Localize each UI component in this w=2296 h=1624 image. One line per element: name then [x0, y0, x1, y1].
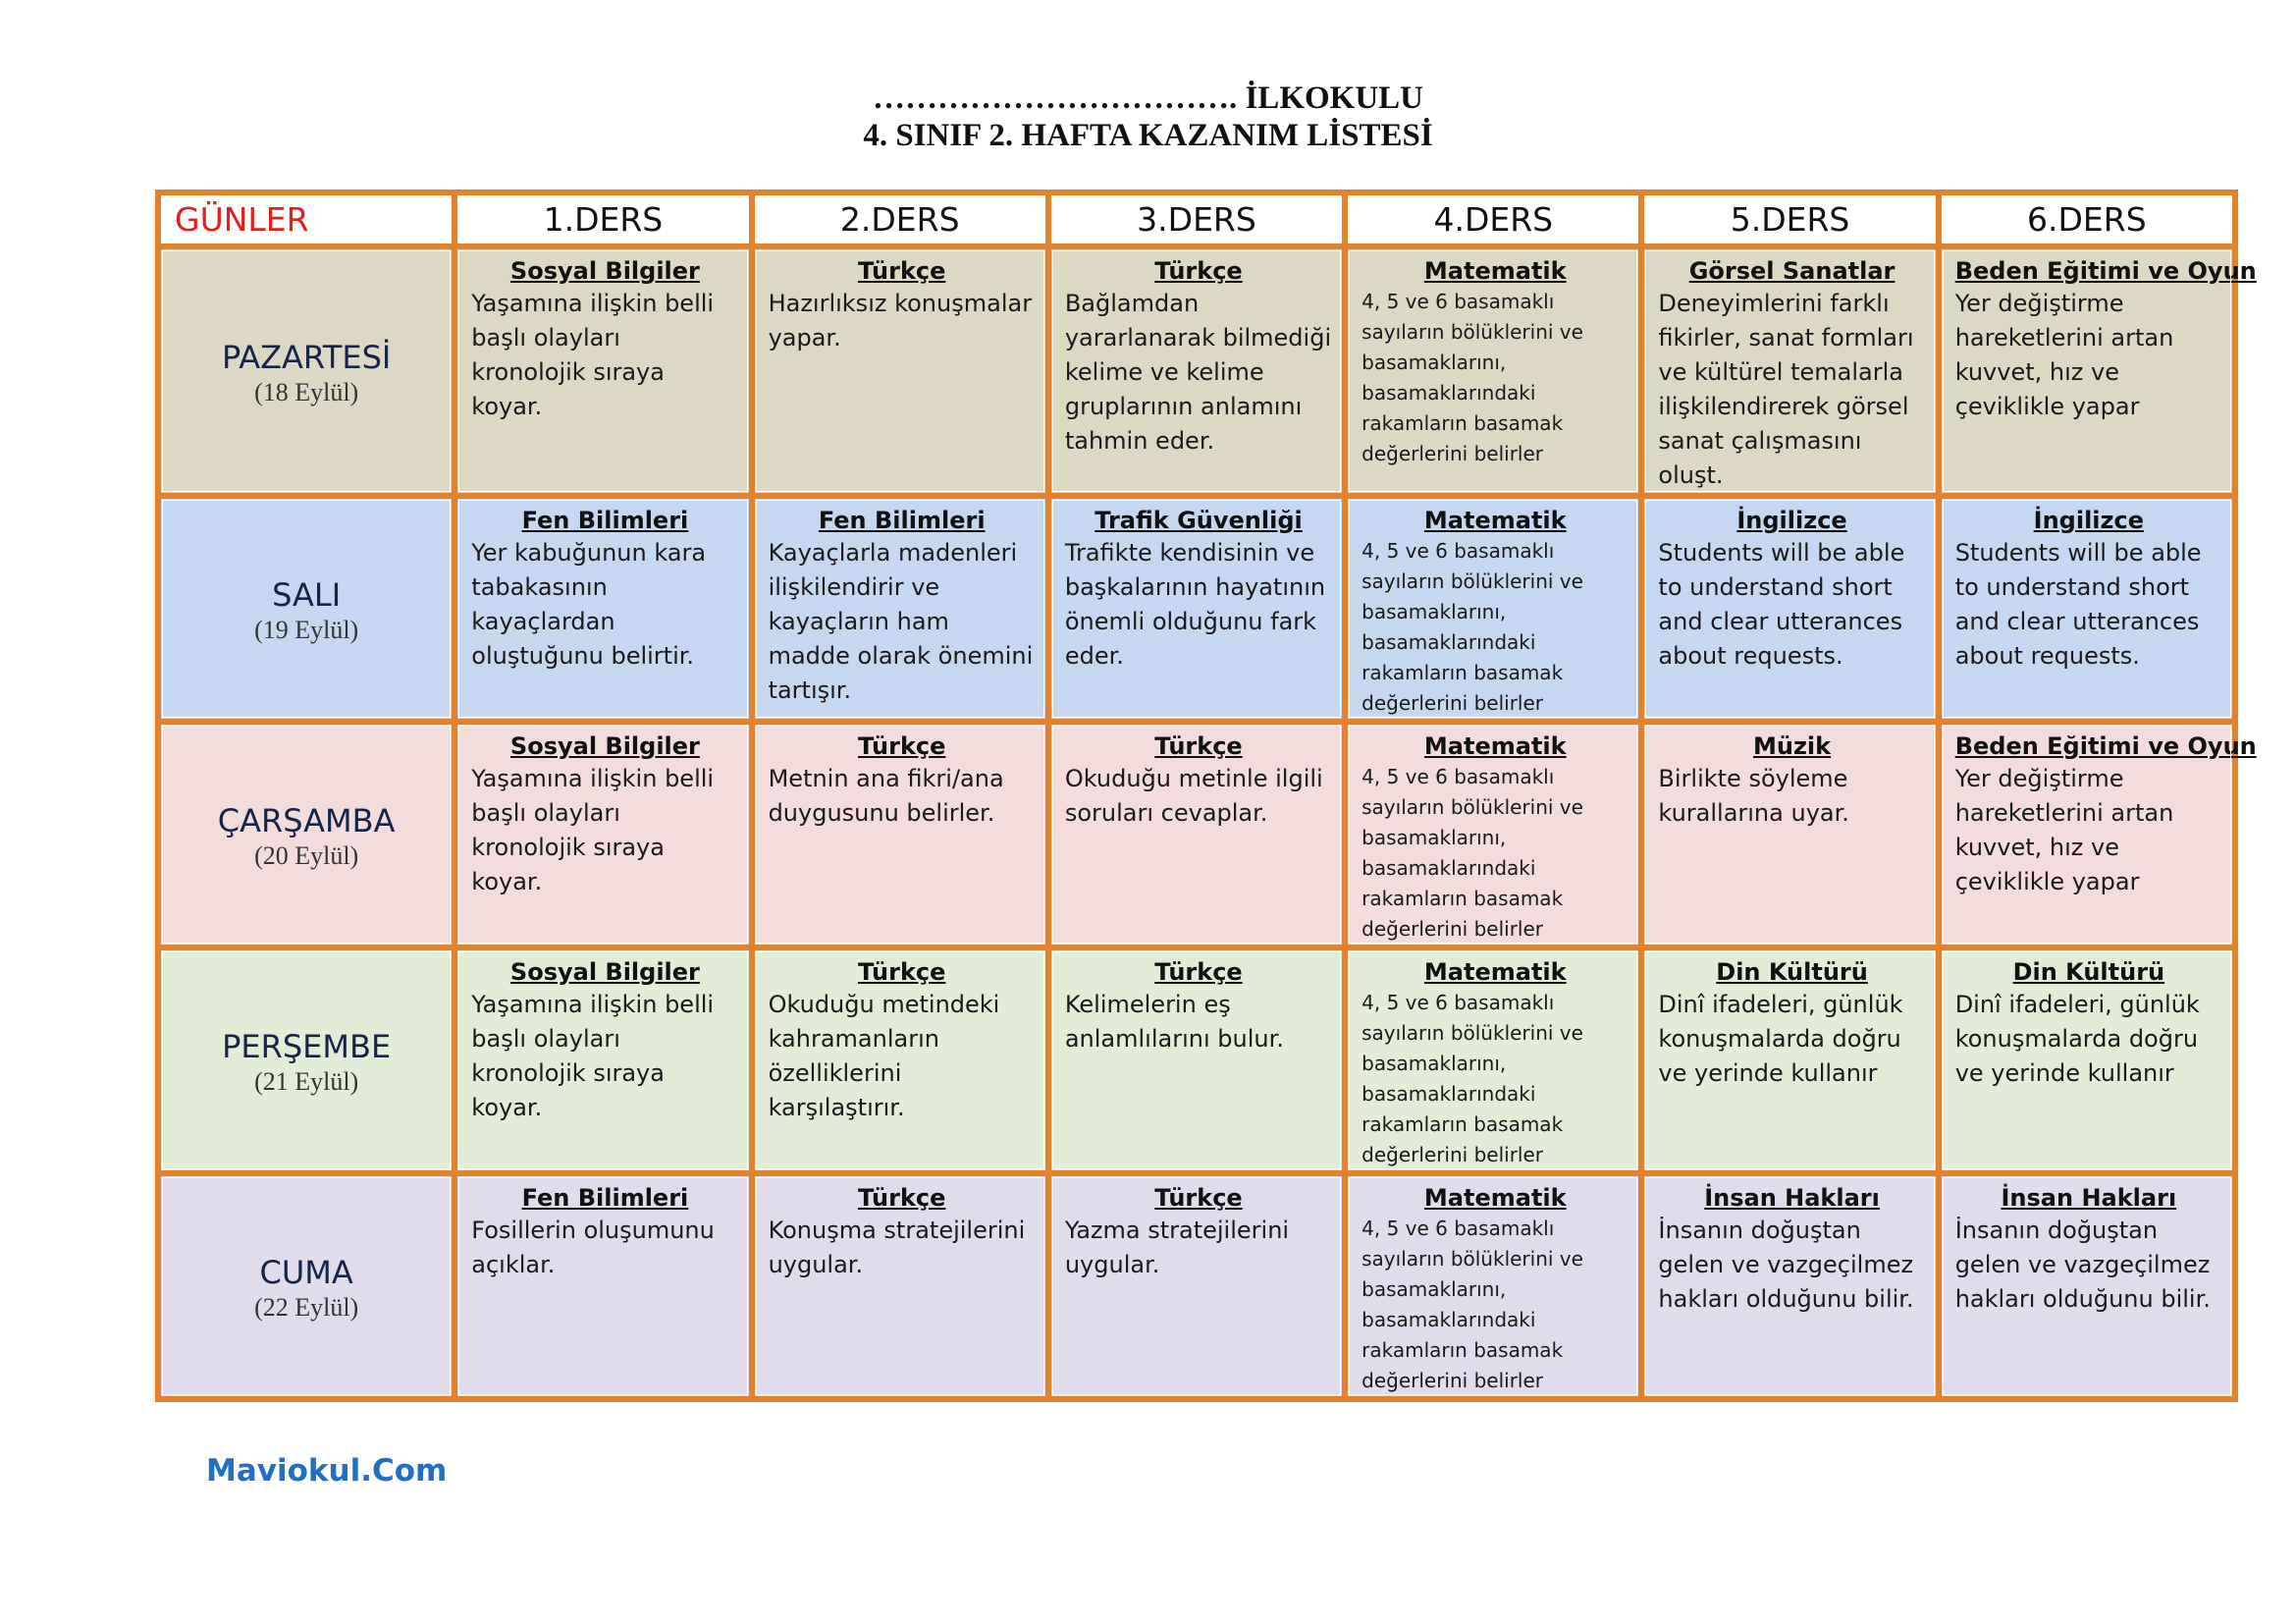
day-name: CUMA: [259, 1254, 353, 1291]
lesson-subject: Beden Eğitimi ve Oyun: [1954, 257, 2257, 285]
column-header-lesson-3: 3.DERS: [1048, 192, 1345, 246]
lesson-objective: Yazma stratejilerini uygular.: [1064, 1217, 1290, 1278]
column-header-lesson-5: 5.DERS: [1641, 192, 1938, 246]
lesson-subject: Beden Eğitimi ve Oyun: [1954, 732, 2257, 760]
lesson-cell: [1939, 1173, 2235, 1399]
lesson-objective: Students will be able to understand short and clear utterances about requests.: [1658, 539, 1905, 670]
lesson-subject: Sosyal Bilgiler: [509, 732, 700, 760]
day-cell: [158, 722, 454, 947]
lesson-objective: Okuduğu metinle ilgili soruları cevaplar.: [1064, 765, 1323, 827]
lesson-cell: [752, 496, 1048, 722]
lesson-cell: [1048, 947, 1345, 1173]
lesson-objective: Deneyimlerini farklı fikirler, sanat formları ve kültürel temalarla ilişkilendirerek görsel sanat çalışmasını oluşt.: [1658, 290, 1914, 489]
column-header-lesson-4: 4.DERS: [1345, 192, 1641, 246]
lesson-cell: [1048, 1173, 1345, 1399]
table-row-cuma: [158, 1173, 2235, 1399]
lesson-subject: Fen Bilimleri: [521, 1184, 689, 1212]
lesson-cell: [1939, 722, 2257, 947]
lesson-subject: Matematik: [1423, 1184, 1567, 1212]
lesson-cell: [1048, 722, 1345, 947]
day-name: ÇARŞAMBA: [217, 802, 396, 839]
lesson-subject: Din Kültürü: [1716, 958, 1868, 986]
lesson-objective: Yaşamına ilişkin belli başlı olayları kronolojik sıraya koyar.: [471, 765, 715, 895]
lesson-objective: 4, 5 ve 6 basamaklı sayıların bölüklerini ve basamaklarını, basamaklarındaki rakamların basamak değerlerini belirler: [1362, 1217, 1583, 1392]
lesson-cell: [454, 947, 751, 1173]
lesson-cell: [454, 722, 751, 947]
lesson-cell: [1641, 722, 1938, 947]
lesson-cell: [1939, 246, 2257, 496]
lesson-cell: [1641, 246, 1938, 496]
lesson-objective: Yer kabuğunun kara tabakasının kayaçlardan oluştuğunu belirtir.: [471, 539, 707, 670]
lesson-cell: [1345, 722, 1641, 947]
lesson-objective: Yaşamına ilişkin belli başlı olayları kronolojik sıraya koyar.: [471, 991, 715, 1121]
lesson-objective: 4, 5 ve 6 basamaklı sayıların bölüklerini ve basamaklarını, basamaklarındaki rakamların basamak değerlerini belirler: [1362, 765, 1583, 941]
lesson-objective: 4, 5 ve 6 basamaklı sayıların bölüklerini ve basamaklarını, basamaklarındaki rakamların basamak değerlerini belirler: [1362, 290, 1583, 465]
lesson-cell: [1641, 947, 1938, 1173]
day-cell: [158, 246, 454, 496]
lesson-objective: Yaşamına ilişkin belli başlı olayları kronolojik sıraya koyar.: [471, 290, 715, 420]
lesson-subject: Trafik Güvenliği: [1095, 507, 1303, 534]
lesson-subject: Türkçe: [1154, 732, 1243, 760]
lesson-cell: [1939, 496, 2235, 722]
lesson-subject: Din Kültürü: [2012, 958, 2165, 986]
lesson-subject: Türkçe: [1154, 958, 1243, 986]
table-row-carsamba: [158, 722, 2235, 947]
lesson-objective: Yer değiştirme hareketlerini artan kuvvet, hız ve çeviklikle yapar: [1954, 765, 2174, 895]
lesson-cell: [752, 246, 1048, 496]
lesson-objective: İnsanın doğuştan gelen ve vazgeçilmez hakları olduğunu bilir.: [1658, 1217, 1914, 1313]
column-header-lesson-1: 1.DERS: [454, 192, 751, 246]
lesson-objective: Bağlamdan yararlanarak bilmediği kelime ve kelime gruplarının anlamını tahmin eder.: [1064, 290, 1332, 455]
document-title: 4. SINIF 2. HAFTA KAZANIM LİSTESİ: [863, 118, 1433, 153]
lesson-cell: [752, 1173, 1048, 1399]
lesson-objective: Dinî ifadeleri, günlük konuşmalarda doğru ve yerinde kullanır: [1658, 991, 1903, 1087]
weekly-schedule-table: [155, 189, 2257, 1402]
day-cell: [158, 1173, 454, 1399]
lesson-cell: [454, 1173, 751, 1399]
lesson-cell: [1048, 246, 1345, 496]
lesson-subject: Fen Bilimleri: [818, 507, 986, 534]
lesson-objective: 4, 5 ve 6 basamaklı sayıların bölüklerini ve basamaklarını, basamaklarındaki rakamların basamak değerlerini belirler: [1362, 991, 1583, 1166]
lesson-subject: İngilizce: [2033, 507, 2145, 534]
column-header-lesson-2: 2.DERS: [752, 192, 1048, 246]
lesson-subject: Müzik: [1752, 732, 1832, 760]
lesson-cell: [1345, 947, 1641, 1173]
lesson-objective: Fosillerin oluşumunu açıklar.: [471, 1217, 715, 1278]
school-title: ……………………………. İLKOKULU: [872, 81, 1424, 116]
day-date: (19 Eylül): [254, 616, 359, 644]
lesson-cell: [1939, 947, 2235, 1173]
lesson-cell: [752, 947, 1048, 1173]
day-name: PERŞEMBE: [222, 1028, 392, 1065]
table-row-sali: [158, 496, 2235, 722]
lesson-subject: İnsan Hakları: [2001, 1184, 2177, 1212]
table-row-pazartesi: [158, 246, 2235, 496]
site-watermark-link[interactable]: Maviokul.Com: [206, 1453, 448, 1489]
lesson-subject: Sosyal Bilgiler: [509, 958, 700, 986]
lesson-objective: Hazırlıksız konuşmalar yapar.: [768, 290, 1033, 352]
lesson-objective: Kelimelerin eş anlamlılarını bulur.: [1064, 991, 1284, 1053]
lesson-subject: Türkçe: [857, 1184, 946, 1212]
lesson-objective: Students will be able to understand short and clear utterances about requests.: [1954, 539, 2202, 670]
lesson-cell: [454, 246, 751, 496]
lesson-cell: [1048, 496, 1345, 722]
lesson-cell: [1345, 246, 1641, 496]
lesson-objective: Birlikte söyleme kurallarına uyar.: [1658, 765, 1849, 827]
lesson-objective: 4, 5 ve 6 basamaklı sayıların bölüklerini ve basamaklarını, basamaklarındaki rakamların basamak değerlerini belirler: [1362, 539, 1583, 715]
day-date: (18 Eylül): [254, 378, 359, 406]
lesson-subject: Türkçe: [857, 732, 946, 760]
lesson-subject: Görsel Sanatlar: [1688, 257, 1896, 285]
lesson-cell: [752, 722, 1048, 947]
lesson-subject: Matematik: [1423, 507, 1567, 534]
day-date: (22 Eylül): [254, 1293, 359, 1322]
lesson-objective: Dinî ifadeleri, günlük konuşmalarda doğru ve yerinde kullanır: [1954, 991, 2200, 1087]
lesson-subject: İngilizce: [1736, 507, 1847, 534]
lesson-cell: [454, 496, 751, 722]
lesson-cell: [1641, 496, 1938, 722]
lesson-cell: [1345, 1173, 1641, 1399]
table-row-persembe: [158, 947, 2235, 1173]
column-header-lesson-6: 6.DERS: [1939, 192, 2235, 246]
lesson-cell: [1641, 1173, 1938, 1399]
day-cell: [158, 496, 454, 722]
lesson-subject: Türkçe: [1154, 1184, 1243, 1212]
column-header-days: GÜNLER: [158, 192, 454, 246]
day-date: (21 Eylül): [254, 1067, 359, 1096]
lesson-subject: Matematik: [1423, 732, 1567, 760]
day-name: SALI: [272, 576, 342, 614]
day-date: (20 Eylül): [254, 841, 359, 870]
lesson-objective: İnsanın doğuştan gelen ve vazgeçilmez hakları olduğunu bilir.: [1954, 1217, 2211, 1313]
lesson-objective: Kayaçlarla madenleri ilişkilendirir ve kayaçların ham madde olarak önemini tartışır.: [768, 539, 1034, 704]
lesson-objective: Trafikte kendisinin ve başkalarının hayatının önemli olduğunu fark eder.: [1064, 539, 1326, 670]
lesson-subject: Matematik: [1423, 257, 1567, 285]
lesson-subject: Fen Bilimleri: [521, 507, 689, 534]
table-header-row: [158, 192, 2235, 246]
lesson-subject: Türkçe: [857, 958, 946, 986]
lesson-objective: Okuduğu metindeki kahramanların özelliklerini karşılaştırır.: [768, 991, 1000, 1121]
lesson-subject: Türkçe: [1154, 257, 1243, 285]
lesson-objective: Yer değiştirme hareketlerini artan kuvvet, hız ve çeviklikle yapar: [1954, 290, 2174, 420]
lesson-objective: Konuşma stratejilerini uygular.: [768, 1217, 1026, 1278]
lesson-subject: İnsan Hakları: [1704, 1184, 1880, 1212]
day-name: PAZARTESİ: [221, 339, 392, 376]
lesson-subject: Sosyal Bilgiler: [509, 257, 700, 285]
lesson-cell: [1345, 496, 1641, 722]
lesson-subject: Matematik: [1423, 958, 1567, 986]
lesson-subject: Türkçe: [857, 257, 946, 285]
lesson-objective: Metnin ana fikri/ana duygusunu belirler.: [768, 765, 1004, 827]
day-cell: [158, 947, 454, 1173]
